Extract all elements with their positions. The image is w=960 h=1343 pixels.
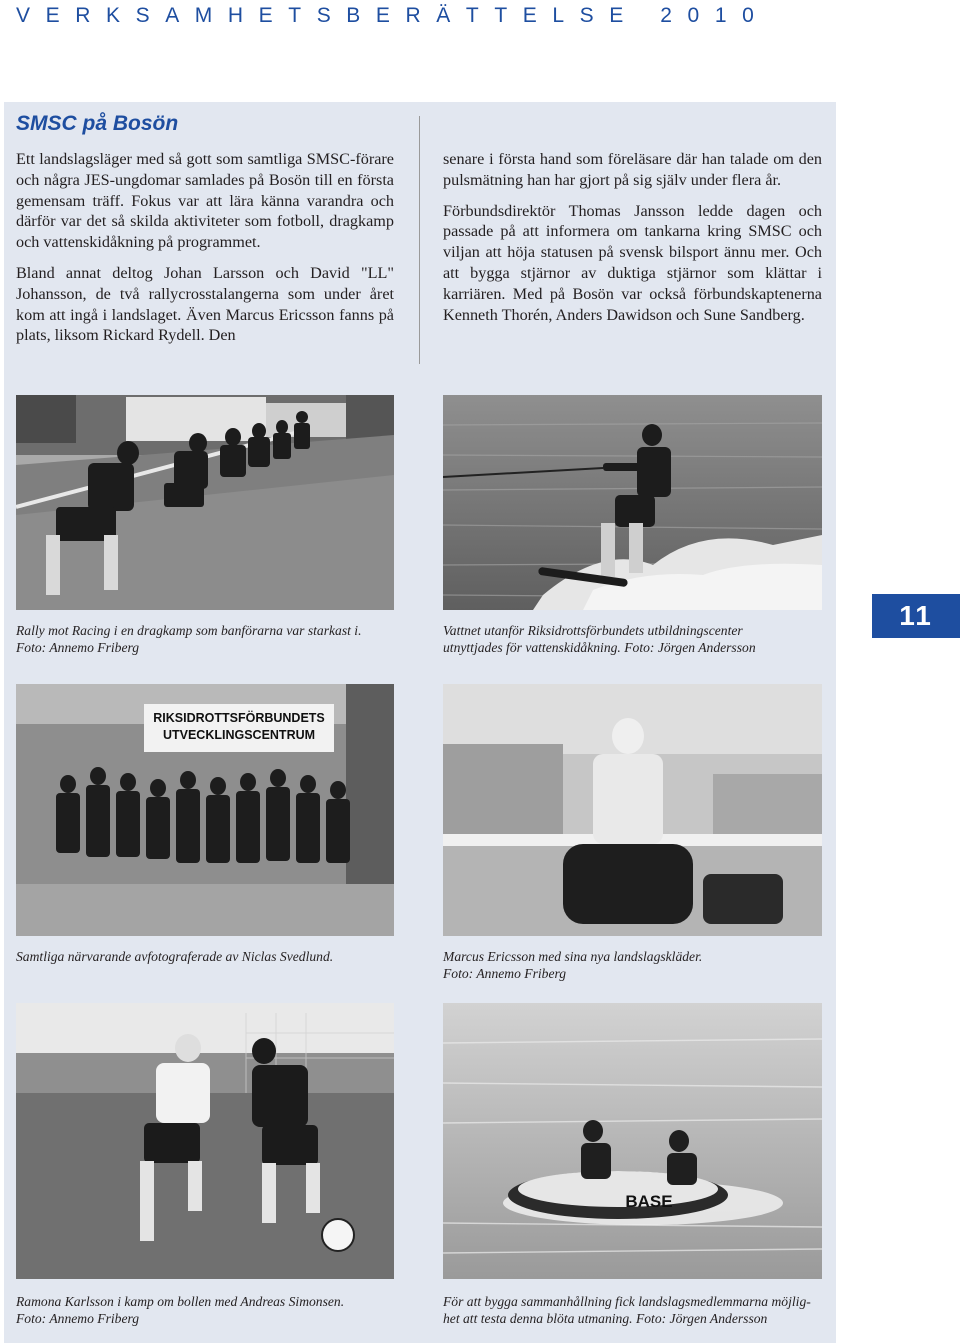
photo-football bbox=[16, 1003, 394, 1279]
caption-line: Foto: Annemo Friberg bbox=[16, 640, 140, 655]
sign-text-line2: UTVECKLINGSCENTRUM bbox=[162, 728, 316, 742]
caption-marcus bbox=[443, 948, 843, 982]
caption-line: Foto: Annemo Friberg bbox=[443, 966, 567, 981]
article-column-right bbox=[443, 149, 822, 335]
photo-tube bbox=[443, 1003, 822, 1279]
photo-marcus bbox=[443, 684, 822, 936]
caption-line: utnyttjades för vattenskidåkning. Foto: Jörgen Andersson bbox=[443, 640, 756, 655]
paragraph: Förbundsdirektör Thomas Jansson ledde dagen och passade på att informera om tankarna kring SMSC och viljan att höja statusen på svensk bilsport ännu mer. Och att bygga stjärnor av duktiga stjärnor som klättar i karriären. Med på Bosön var också förbundskaptenerna Kenneth Thorén, Anders Dawidson och Sune Sandberg. bbox=[443, 201, 822, 324]
caption-football bbox=[16, 1293, 416, 1327]
article-column-left bbox=[16, 149, 394, 356]
page-number: 11 bbox=[872, 594, 960, 638]
caption-line: Foto: Annemo Friberg bbox=[16, 1311, 140, 1326]
caption-line: Ramona Karlsson i kamp om bollen med Andreas Simonsen. bbox=[16, 1294, 345, 1309]
sign-text-line1: RIKSIDROTTSFÖRBUNDETS bbox=[153, 711, 325, 725]
caption-tug-of-war bbox=[16, 622, 416, 656]
photo-waterski bbox=[443, 395, 822, 610]
paragraph: Bland annat deltog Johan Larsson och David "LL" Johansson, de två rallycrosstalangerna som under året kom att ingå i landslaget. Även Marcus Ericsson fanns på plats, liksom Rickard Rydell. Den bbox=[16, 263, 394, 345]
caption-line: Samtliga närvarande avfotograferade av Niclas Svedlund. bbox=[16, 949, 334, 964]
article-title: SMSC på Bosön bbox=[16, 112, 179, 135]
caption-line: Rally mot Racing i en dragkamp som banförarna var starkast i. bbox=[16, 623, 362, 638]
caption-line: För att bygga sammanhållning fick landslagsmedlemmarna möjlig- bbox=[443, 1294, 811, 1309]
caption-line: Vattnet utanför Riksidrottsförbundets utbildningscenter bbox=[443, 623, 743, 638]
tube-brand-text: BASE bbox=[625, 1192, 673, 1211]
caption-tube bbox=[443, 1293, 843, 1327]
paragraph: Ett landslagsläger med så gott som samtliga SMSC-förare och några JES-ungdomar samlades på Bosön till en första gemensam träff. Fokus var att lära känna varandra och därför var det så skilda aktiviteter som fotboll, dragkamp och vattenskidåkning på programmet. bbox=[16, 150, 394, 252]
caption-waterski bbox=[443, 622, 843, 656]
paragraph: senare i första hand som föreläsare där han talade om den pulsmätning han har gjort på sig själv under flera år. bbox=[443, 150, 822, 189]
caption-line: Marcus Ericsson med sina nya landslagskläder. bbox=[443, 949, 703, 964]
photo-group bbox=[16, 684, 394, 936]
caption-line: het att testa denna blöta utmaning. Foto: Jörgen Andersson bbox=[443, 1311, 768, 1326]
column-divider bbox=[419, 116, 420, 364]
caption-group bbox=[16, 948, 416, 965]
running-header: VERKSAMHETSBERÄTTELSE 2010 bbox=[16, 4, 770, 27]
photo-tug-of-war bbox=[16, 395, 394, 610]
